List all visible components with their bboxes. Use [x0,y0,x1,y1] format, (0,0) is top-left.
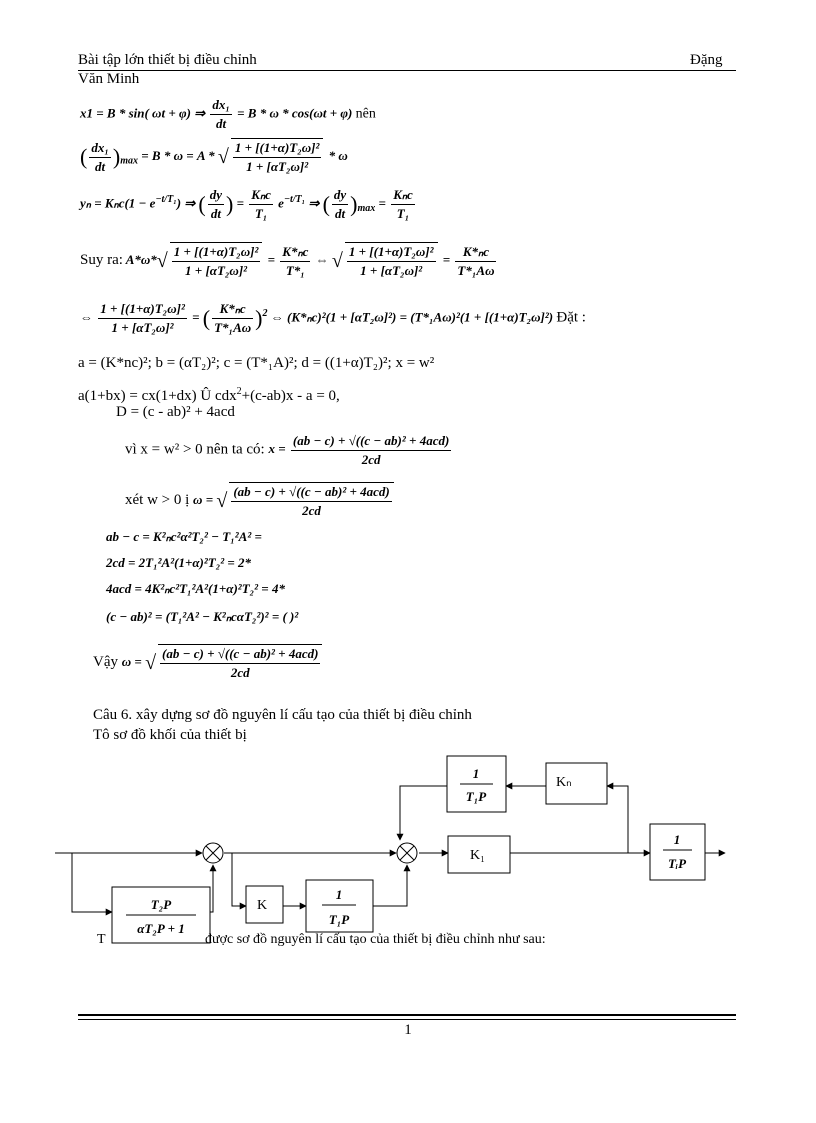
block-kn [546,763,607,804]
equation-e1: ab − c = K²ₙc²α²T₂² − T₁²A² = [106,529,262,544]
text-vay: Vậy [93,653,118,670]
text-vi: vì x = w² > 0 nên ta có: [125,441,265,458]
text-suy-ra: Suy ra: [80,251,123,268]
block-out-num: 1 [673,832,681,847]
text-discriminant: D = (c - ab)² + 4acd [116,404,235,420]
equation-x-solution: vì x = w² > 0 nên ta có: x = $\frac{\text{(ab − c) + √((c − ab)² + 4acd)}}{2cd}$ [125,433,450,467]
equation-e2: 2cd = 2T₁²A²(1+α)²T₂² = 2* [106,555,252,570]
footer-rule-thick [78,1014,736,1016]
text-quadratic-b: +(c-ab)x - a = 0, [241,388,340,404]
block-fb-den: αT₂P + 1 [137,921,185,936]
header-author: Đặng [690,52,723,68]
text-dat: Đặt : [556,309,586,326]
equation-e4: (c − ab)² = (T₁²A² − K²ₙcαT₂²)² = ( )² [106,609,299,624]
equation-line-3: $y_n = K_nc(1 - e^{-t/T_1})$ ⇒ ( $\frac{dy}{dt}$ ) = $\frac{\text{Kₙc}}{\text{T₁}}$ $e^{-t/T_1}$ ⇒ ( $\frac{dy}{dt}$ )$_{max}$ = $\frac{\text{Kₙc}}{\text{T₁}}$ [80,187,413,221]
block-fb-num: T₂P [150,897,172,912]
text-quadratic-a: a(1+bx) = cx(1+dx) Û cdx [78,388,237,404]
equation-line-4: Suy ra: A*ω*√ $\frac{\text{1 + [(1+α)T₂ω]²}}{\text{1 + [αT₂ω]²}}$ = $\frac{\text{K*ₙc}}{\text{T*₁}}$ ⇔ √ $\frac{\text{1 + [(1+α)T₂ω]²}}{\text{1 + [αT₂ω]²}}$ = $\frac{\text{K*ₙc}}{\text{T*₁Aω}}$ [80,243,495,278]
wire-mid-sum2 [373,865,407,906]
equation-final: Vậy ω = √ $\frac{\text{(ab − c) + √((c − ab)² + 4acd)}}{2cd}$ [93,644,324,682]
block-top-num: 1 [472,766,480,781]
block-diagram [0,740,816,960]
equation-e3: 4acd = 4K²ₙc²T₁²A²(1+α)²T₂² = 4* [106,581,285,596]
equation-line-2: ( $\frac{\text{dx₁}}{dt}$ )$_{max} = B * \omega = A$ * √ $\frac{\text{1 + [(1+α)T₂ω]²}}{\text{1 + [αT₂ω]²}}$ * ω [80,139,348,174]
wire-sum1-k [224,853,246,906]
block-out-den: TᵢP [667,856,687,871]
header-title: Bài tập lớn thiết bị điều chỉnh [78,52,257,68]
header-rule [78,70,736,71]
header-author-wrap: Văn Minh [78,71,140,87]
page-number: 1 [404,1022,412,1038]
diagram-caption-b: được sơ đồ nguyên lí cấu tạo của thiết bị điều chỉnh như sau: [205,932,546,947]
text-quadratic: a(1+bx) = cx(1+dx) Û cdx$^2$+(c-ab)x - a = 0, [78,386,340,404]
section-cau6-sub: Tô sơ đồ khối của thiết bị [93,727,247,743]
block-mid-1-over-T1P [306,880,373,932]
block-k-label: K [257,898,268,913]
text-xet: xét w > 0 ị [125,491,190,508]
block-out-1-over-TiP [650,824,705,880]
footer-rule-thin [78,1019,736,1020]
equation-w-solution: xét w > 0 ị ω = √ $\frac{\text{(ab − c) + √((c − ab)² + 4acd)}}{2cd}$ [125,482,396,520]
wire-branch-fb [72,853,112,912]
block-mid-den: T₁P [328,912,350,927]
wire-out-kn [607,786,628,853]
section-cau6-title: Câu 6. xây dựng sơ đồ nguyên lí cấu tạo của thiết bị điều chỉnh [93,707,472,723]
summing-junction-1 [203,843,223,863]
summing-junction-2 [397,843,417,863]
diagram-caption-a: T [97,932,106,947]
block-top-1-over-T1P [447,756,506,812]
block-top-den: T₁P [465,789,487,804]
block-feedback-T2P [112,887,210,943]
wire-top-sum2 [400,786,447,840]
text-definitions: a = (K*nc)²; b = (αT₂)²; c = (T*₁A)²; d = ((1+α)T₂)²; x = w² [78,355,435,371]
equation-text-nen: nên [355,106,376,122]
block-kn-label: Kₙ [556,775,572,790]
block-k1 [448,836,510,873]
block-mid-num: 1 [335,887,343,902]
equation-line-1: x1 = B * sin( ωt + φ) ⇒ $\frac{\text{dx₁}}{dt}$ = B * ω * cos(ωt + φ) nên [80,97,376,131]
block-k1-label: K₁ [470,848,485,863]
equation-line-5: ⇔ $\frac{\text{1 + [(1+α)T₂ω]²}}{\text{1 + [αT₂ω]²}}$ = ( $\frac{\text{K*ₙc}}{\text{T*₁Aω}}$ )$^2$ ⇔ (K*ₙc)²(1 + [αT₂ω]²) = (T*₁Aω)²(1 + [(1+α)T₂ω]²) Đặt : [80,301,586,335]
block-k [246,886,283,923]
